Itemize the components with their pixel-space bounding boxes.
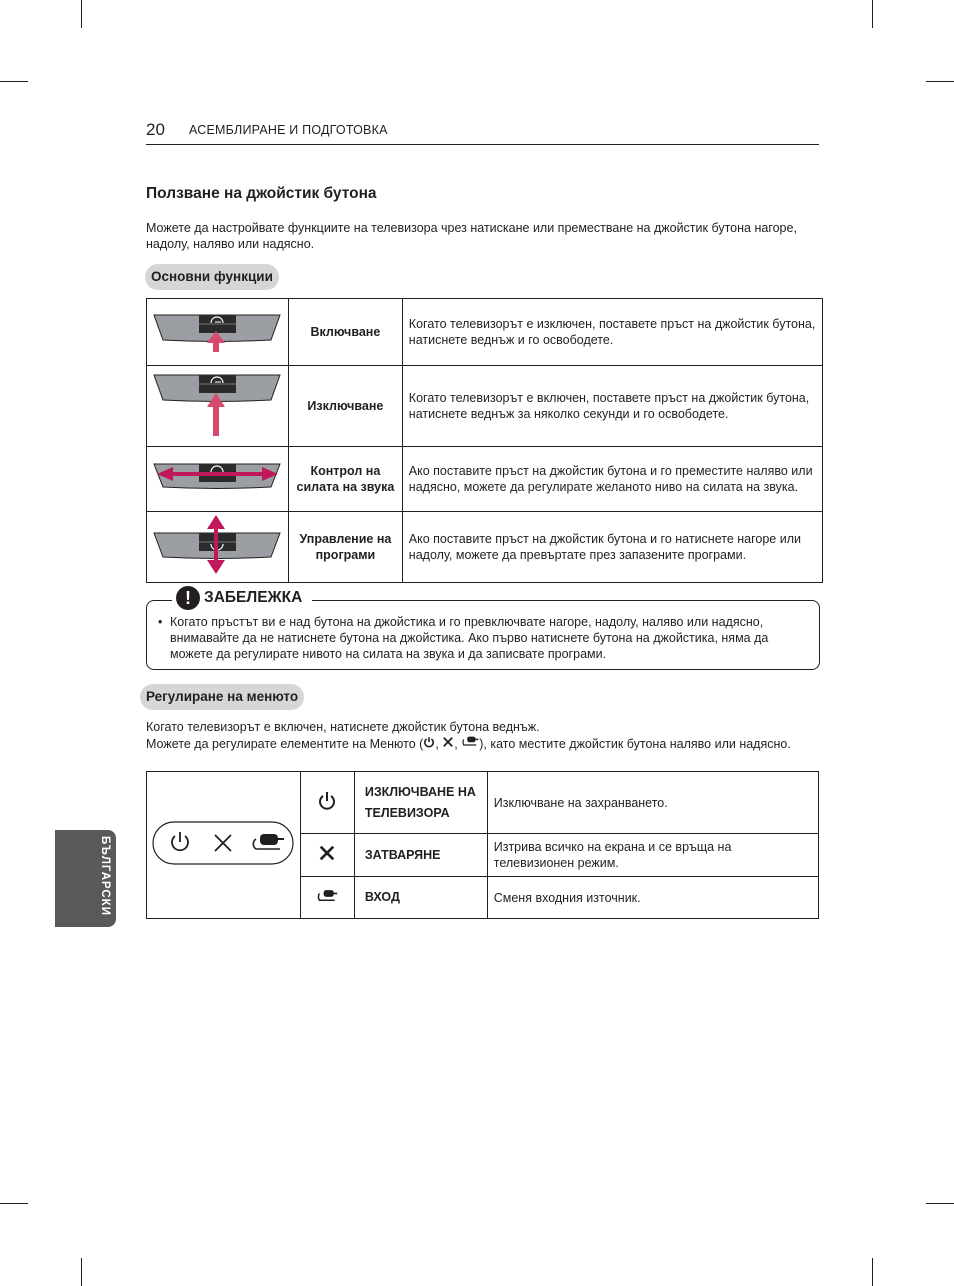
menu-table — [146, 771, 819, 919]
menu-line-2: Можете да регулирате елементите на Менюто ( , , ), като местите джойстик бутона наляво или надясно. — [146, 737, 791, 751]
exclamation-icon: ! — [176, 586, 200, 610]
row-description: Когато телевизорът е изключен, поставете пръст на джойстик бутона, натиснете веднъж и го освободете. — [402, 299, 822, 366]
bullet-icon: • — [158, 615, 163, 629]
crop-mark — [0, 81, 28, 82]
menu-item-description: Сменя входния източник. — [487, 877, 818, 919]
menu-item-label: ВХОД — [354, 877, 487, 919]
page-title: Ползване на джойстик бутона — [146, 185, 377, 202]
table-row — [147, 299, 823, 366]
menu-item-label: ЗАТВАРЯНЕ — [354, 834, 487, 877]
note-title-text: ЗАБЕЛЕЖКА — [204, 589, 303, 606]
joystick-up-down-icon — [147, 512, 289, 583]
joystick-press-long-icon — [147, 366, 289, 447]
table-row — [147, 512, 823, 583]
close-icon — [442, 736, 454, 748]
page-number: 20 — [146, 120, 165, 139]
menu-item-description: Изтрива всичко на екрана и се връща на телевизионен режим. — [487, 834, 818, 877]
crop-mark — [81, 0, 82, 28]
close-icon — [300, 834, 354, 877]
menu-illustration — [147, 772, 301, 919]
row-label: Изключване — [289, 366, 403, 447]
joystick-press-short-icon — [147, 299, 289, 366]
menu-item-label: ИЗКЛЮЧВАНЕ НА ТЕЛЕВИЗОРА — [354, 772, 487, 834]
menu-heading: Регулиране на менюто — [140, 684, 304, 710]
section-title: АСЕМБЛИРАНЕ И ПОДГОТОВКА — [189, 123, 388, 137]
row-description: Ако поставите пръст на джойстик бутона и го натиснете нагоре или надолу, можете да превъртате през запазените програми. — [402, 512, 822, 583]
note-title — [172, 585, 312, 611]
language-tab-label: БЪЛГАРСКИ — [99, 836, 111, 916]
input-icon — [461, 735, 479, 748]
row-label: Контрол на силата на звука — [289, 447, 403, 512]
power-icon — [300, 772, 354, 834]
crop-mark — [926, 1203, 954, 1204]
crop-mark — [0, 1203, 28, 1204]
power-icon — [423, 736, 435, 748]
menu-item-description: Изключване на захранването. — [487, 772, 818, 834]
table-row — [147, 447, 823, 512]
header-rule — [146, 144, 819, 145]
menu-line-1: Когато телевизорът е включен, натиснете джойстик бутона веднъж. — [146, 720, 540, 734]
table-row — [147, 366, 823, 447]
row-description: Когато телевизорът е включен, поставете пръст на джойстик бутона, натиснете веднъж за няколко секунди и го освободете. — [402, 366, 822, 447]
menu-line-2-end: ), като местите джойстик бутона наляво или надясно. — [479, 737, 791, 751]
crop-mark — [872, 1258, 873, 1286]
menu-line-2-start: Можете да регулирате елементите на Менюто ( — [146, 737, 424, 751]
input-icon — [300, 877, 354, 919]
row-label: Управление на програми — [289, 512, 403, 583]
row-description: Ако поставите пръст на джойстик бутона и го преместите наляво или надясно, можете да регулирате желаното ниво на силата на звука. — [402, 447, 822, 512]
menu-text — [146, 719, 818, 752]
joystick-left-right-icon — [147, 447, 289, 512]
crop-mark — [81, 1258, 82, 1286]
basic-functions-table — [146, 298, 823, 583]
intro-text: Можете да настройвате функциите на телевизора чрез натискане или преместване на джойстик бутона нагоре, надолу, наляво или надясно. — [146, 221, 797, 251]
table-row — [147, 772, 819, 834]
crop-mark — [872, 0, 873, 28]
basic-functions-heading: Основни функции — [145, 264, 279, 290]
crop-mark — [926, 81, 954, 82]
row-label: Включване — [289, 299, 403, 366]
note-text: Когато пръстът ви е над бутона на джойстика и го превключвате нагоре, надолу, наляво или надясно, внимавайте да не натиснете бутона на джойстика. Ако първо натиснете бутона на джойстика, няма да можете да регулирате нивото на силата на звука и да записвате програми. — [170, 615, 769, 661]
